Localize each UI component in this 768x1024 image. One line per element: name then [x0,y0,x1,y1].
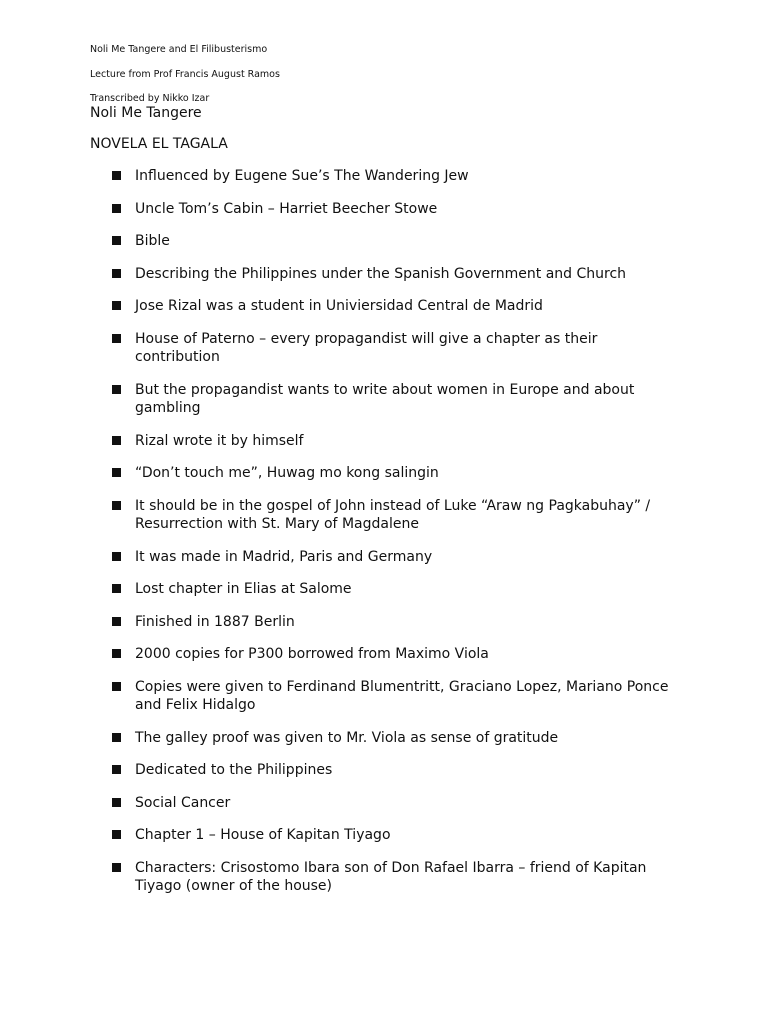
bullet-item [112,167,682,185]
document-title: Noli Me Tangere [90,105,202,121]
square-bullet-icon [112,468,121,477]
bullet-item [112,232,682,250]
bullet-text: Rizal wrote it by himself [135,432,304,449]
section-heading: NOVELA EL TAGALA [90,136,228,152]
bullet-item [112,613,682,631]
square-bullet-icon [112,236,121,245]
bullet-text: Finished in 1887 Berlin [135,613,295,630]
bullet-item [112,200,682,218]
bullet-item [112,330,682,366]
bullet-item [112,678,682,714]
bullet-list [112,167,682,910]
square-bullet-icon [112,649,121,658]
bullet-item [112,794,682,812]
square-bullet-icon [112,798,121,807]
bullet-text: Social Cancer [135,794,231,811]
square-bullet-icon [112,552,121,561]
bullet-text: Bible [135,233,170,249]
bullet-text: Dedicated to the Philippines [135,762,333,778]
bullet-text: Uncle Tom’s Cabin – Harriet Beecher Stowe [135,200,438,217]
bullet-item [112,265,682,283]
square-bullet-icon [112,584,121,593]
bullet-text: Jose Rizal was a student in Univiersidad Central de Madrid [135,298,543,314]
bullet-text: House of Paterno – every propagandist will give a chapter as their contribution [135,330,598,365]
square-bullet-icon [112,765,121,774]
bullet-item [112,826,682,844]
square-bullet-icon [112,301,121,310]
header-line-lecture: Lecture from Prof Francis August Ramos [90,69,280,80]
bullet-text: Copies were given to Ferdinand Blumentritt, Graciano Lopez, Mariano Ponce and Felix Hidalgo [135,678,669,713]
bullet-item [112,432,682,450]
bullet-text: But the propagandist wants to write about women in Europe and about gambling [135,381,635,416]
square-bullet-icon [112,863,121,872]
square-bullet-icon [112,269,121,278]
bullet-text: “Don’t touch me”, Huwag mo kong salingin [135,465,439,481]
bullet-text: The galley proof was given to Mr. Viola as sense of gratitude [135,729,559,746]
square-bullet-icon [112,171,121,180]
bullet-item [112,297,682,315]
bullet-item [112,859,682,895]
square-bullet-icon [112,617,121,626]
bullet-item [112,645,682,663]
bullet-item [112,761,682,779]
square-bullet-icon [112,334,121,343]
bullet-item [112,497,682,533]
bullet-text: It should be in the gospel of John instead of Luke “Araw ng Pagkabuhay” / Resurrection with St. Mary of Magdalene [135,497,651,532]
square-bullet-icon [112,733,121,742]
bullet-text: Influenced by Eugene Sue’s The Wandering Jew [135,168,469,184]
square-bullet-icon [112,436,121,445]
bullet-item [112,381,682,417]
bullet-item [112,729,682,747]
square-bullet-icon [112,830,121,839]
bullet-text: Lost chapter in Elias at Salome [135,581,352,597]
bullet-item [112,464,682,482]
square-bullet-icon [112,385,121,394]
bullet-text: It was made in Madrid, Paris and Germany [135,548,433,565]
bullet-text: Characters: Crisostomo Ibara son of Don Rafael Ibarra – friend of Kapitan Tiyago (owner of the house) [135,859,647,894]
header-line-transcriber: Transcribed by Nikko Izar [90,93,210,104]
bullet-item [112,580,682,598]
bullet-text: 2000 copies for P300 borrowed from Maximo Viola [135,646,489,662]
square-bullet-icon [112,204,121,213]
bullet-text: Describing the Philippines under the Spanish Government and Church [135,265,627,282]
bullet-text: Chapter 1 – House of Kapitan Tiyago [135,827,391,843]
header-line-course: Noli Me Tangere and El Filibusterismo [90,44,268,55]
square-bullet-icon [112,501,121,510]
bullet-item [112,548,682,566]
square-bullet-icon [112,682,121,691]
